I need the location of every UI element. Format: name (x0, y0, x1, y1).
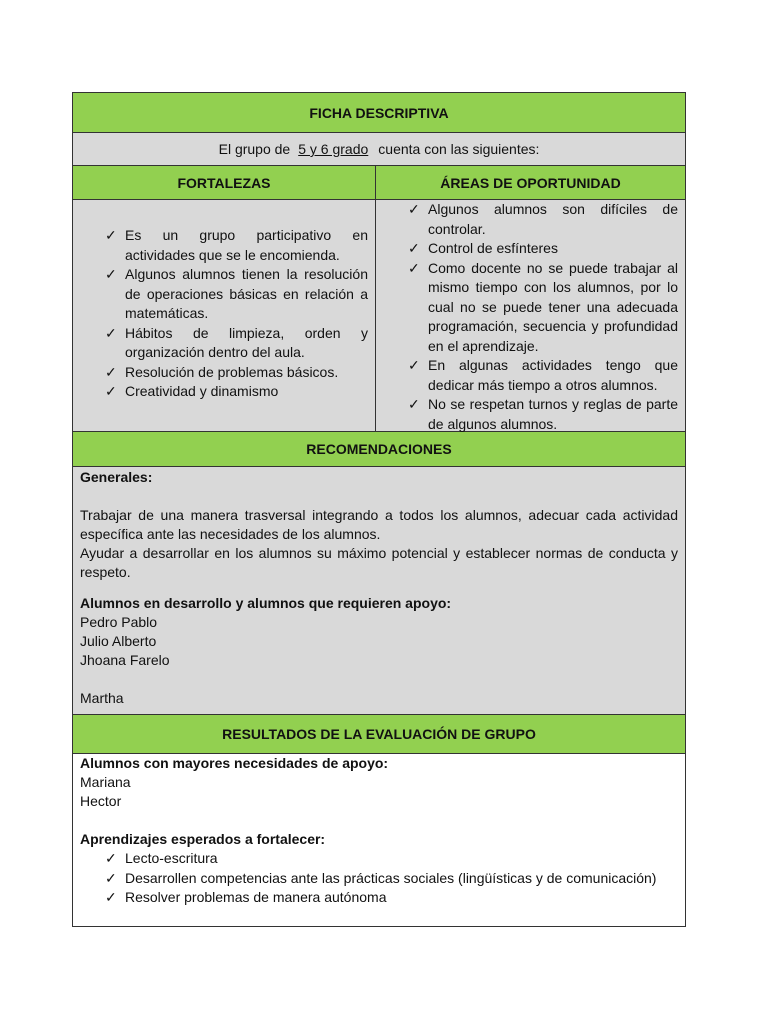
fortalezas-header (73, 166, 376, 199)
check-icon: ✓ (105, 889, 117, 905)
list-item-text: En algunas actividades tengo que dedicar más tiempo a otros alumnos. (428, 357, 678, 393)
title-text: FICHA DESCRIPTIVA (309, 104, 449, 121)
check-icon: ✓ (105, 869, 117, 886)
list-item (102, 869, 678, 889)
list-item (405, 259, 678, 357)
list-item (102, 363, 368, 383)
list-item (102, 265, 368, 324)
list-item-text: Algunos alumnos tienen la resolución de operaciones básicas en relación a matemáticas. (125, 266, 368, 321)
list-item (102, 226, 368, 265)
list-item-text: Hábitos de limpieza, orden y organización dentro del aula. (125, 324, 368, 360)
resultados-header-text: RESULTADOS DE LA EVALUACIÓN DE GRUPO (222, 726, 536, 742)
list-item (405, 239, 678, 259)
student-name: Martha (80, 690, 124, 706)
list-item (405, 200, 678, 239)
areas-header-text: ÁREAS DE OPORTUNIDAD (440, 174, 621, 191)
check-icon: ✓ (408, 357, 420, 373)
student-name: Julio Alberto (80, 633, 157, 649)
student-name: Hector (80, 793, 122, 809)
intro-row (73, 133, 685, 166)
list-item-text: Es un grupo participativo en actividades que se le encomienda. (125, 227, 368, 263)
columns-header-row (73, 166, 685, 200)
list-item-text: No se respetan turnos y reglas de parte de algunos alumnos. (428, 396, 678, 432)
list-item-text: Desarrollen competencias ante las prácticas sociales (lingüísticas y de comunicación) (125, 869, 657, 886)
recomendaciones-cell (73, 467, 685, 715)
list-item-text: Resolución de problemas básicos. (125, 363, 339, 380)
apoyo-label: Alumnos en desarrollo y alumnos que requieren apoyo: (80, 595, 452, 611)
intro-prefix: El grupo de (218, 141, 291, 157)
list-item (102, 888, 678, 908)
list-item-text: Lecto-escritura (125, 850, 218, 866)
recomendaciones-header (73, 432, 685, 467)
list-item-text: Algunos alumnos son difíciles de controlar. (428, 201, 678, 237)
fortalezas-header-text: FORTALEZAS (177, 174, 271, 191)
spacer (80, 811, 678, 830)
areas-list (405, 200, 678, 434)
list-item-text: Como docente no se puede trabajar al mismo tiempo con los alumnos, por lo cual no se puede tener una adecuada programación, secuencia y profundidad en el aprendizaje. (428, 259, 678, 354)
check-icon: ✓ (408, 396, 420, 412)
list-item (405, 356, 678, 395)
recomendaciones-header-text: RECOMENDACIONES (306, 441, 452, 457)
list-item (102, 382, 368, 402)
recomendacion-paragraph-2: Ayudar a desarrollar en los alumnos su máximo potencial y establecer normas de conducta y respeto. (80, 545, 678, 580)
student-name: Pedro Pablo (80, 614, 158, 630)
generales-label: Generales: (80, 469, 153, 485)
student-name: Jhoana Farelo (80, 652, 170, 668)
list-item-text: Creatividad y dinamismo (125, 383, 279, 399)
spacer (80, 582, 678, 594)
list-item-text: Resolver problemas de manera autónoma (125, 889, 387, 905)
list-item-text: Control de esfínteres (428, 240, 558, 256)
check-icon: ✓ (105, 266, 117, 282)
list-item (102, 324, 368, 363)
spacer (80, 487, 678, 506)
check-icon: ✓ (105, 227, 117, 243)
intro-suffix: cuenta con las siguientes: (378, 141, 540, 157)
columns-content-row (73, 200, 685, 432)
check-icon: ✓ (408, 240, 420, 256)
ficha-descriptiva-table (72, 92, 686, 927)
resultados-cell (73, 754, 685, 926)
student-name: Mariana (80, 774, 131, 790)
check-icon: ✓ (105, 363, 117, 380)
intro-group: 5 y 6 grado (298, 141, 369, 157)
check-icon: ✓ (408, 259, 420, 276)
resultados-header (73, 715, 685, 754)
check-icon: ✓ (105, 850, 117, 866)
title-header (73, 93, 685, 133)
aprendizajes-label: Aprendizajes esperados a fortalecer: (80, 831, 326, 847)
check-icon: ✓ (105, 324, 117, 341)
recomendacion-paragraph-1: Trabajar de una manera trasversal integrando a todos los alumnos, adecuar cada actividad específica ante las necesidades de los alumnos. (80, 507, 678, 542)
necesidades-label: Alumnos con mayores necesidades de apoyo: (80, 755, 389, 771)
spacer (80, 670, 678, 689)
list-item (405, 395, 678, 434)
fortalezas-list (102, 226, 368, 402)
check-icon: ✓ (105, 383, 117, 399)
check-icon: ✓ (408, 201, 420, 217)
fortalezas-cell (73, 200, 376, 431)
areas-header (376, 166, 685, 199)
aprendizajes-list (80, 849, 678, 908)
list-item (102, 849, 678, 869)
areas-cell (376, 200, 685, 431)
